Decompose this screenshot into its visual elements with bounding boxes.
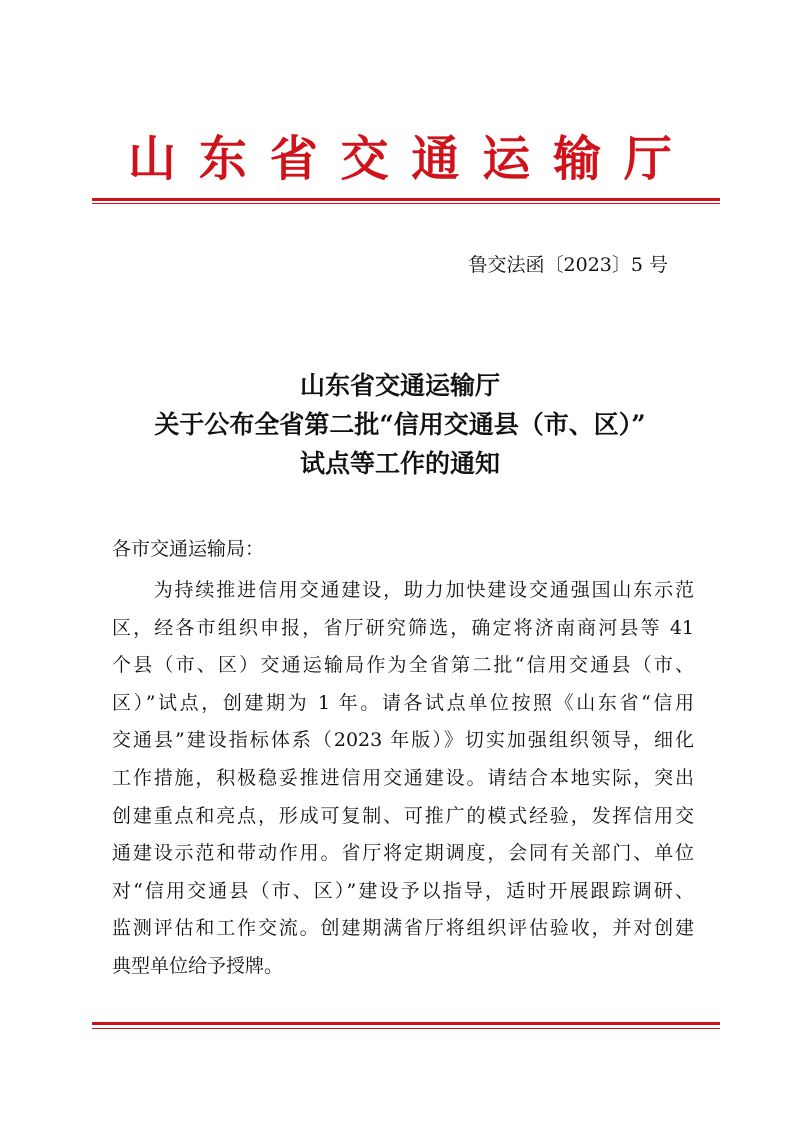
header-divider-thick [92,198,720,201]
masthead [80,128,720,190]
body-line: 交通县”建设指标体系（2023 年版）》切实加强组织领导，细化 [112,729,694,752]
body-line: 监测评估和工作交流。创建期满省厅将组织评估验收，并对创建 [112,917,694,940]
salutation: 各市交通运输局： [112,538,265,560]
document-number: 鲁交法函〔2023〕5 号 [468,254,668,276]
masthead-char: 山 [128,131,177,187]
body-line: 通建设示范和带动作用。省厅将定期调度，会同有关部门、单位 [112,842,694,865]
body-line: 工作措施，积极稳妥推进信用交通建设。请结合本地实际，突出 [112,766,694,789]
title-line: 试点等工作的通知 [299,449,500,478]
body-line: 对“信用交通县（市、区）”建设予以指导，适时开展跟踪调研、 [112,879,694,902]
masthead-char: 厅 [623,131,672,187]
body-line: 区）”试点，创建期为 1 年。请各试点单位按照《山东省“信用 [112,691,694,714]
footer-divider-thin [92,1028,720,1029]
body-line: 个县（市、区）交通运输局作为全省第二批“信用交通县（市、 [112,654,694,677]
body-line: 典型单位给予授牌。 [112,954,284,977]
masthead-char: 交 [340,131,389,187]
document-title [80,366,720,483]
title-line: 关于公布全省第二批“信用交通县（市、区）” [154,410,646,439]
body-line: 为持续推进信用交通建设，助力加快建设交通强国山东示范 [112,579,694,601]
body-line: 区，经各市组织申报，省厅研究筛选，确定将济南商河县等 41 [112,616,694,639]
masthead-char: 通 [411,131,460,187]
title-line: 山东省交通运输厅 [299,371,500,400]
masthead-char: 运 [482,131,531,187]
masthead-char: 输 [553,131,602,187]
body-text [112,572,694,986]
masthead-char: 省 [269,131,318,187]
footer-divider-thick [92,1022,720,1025]
header-divider-thin [92,203,720,204]
masthead-char: 东 [198,131,247,187]
body-line: 创建重点和亮点，形成可复制、可推广的模式经验，发挥信用交 [112,804,694,827]
